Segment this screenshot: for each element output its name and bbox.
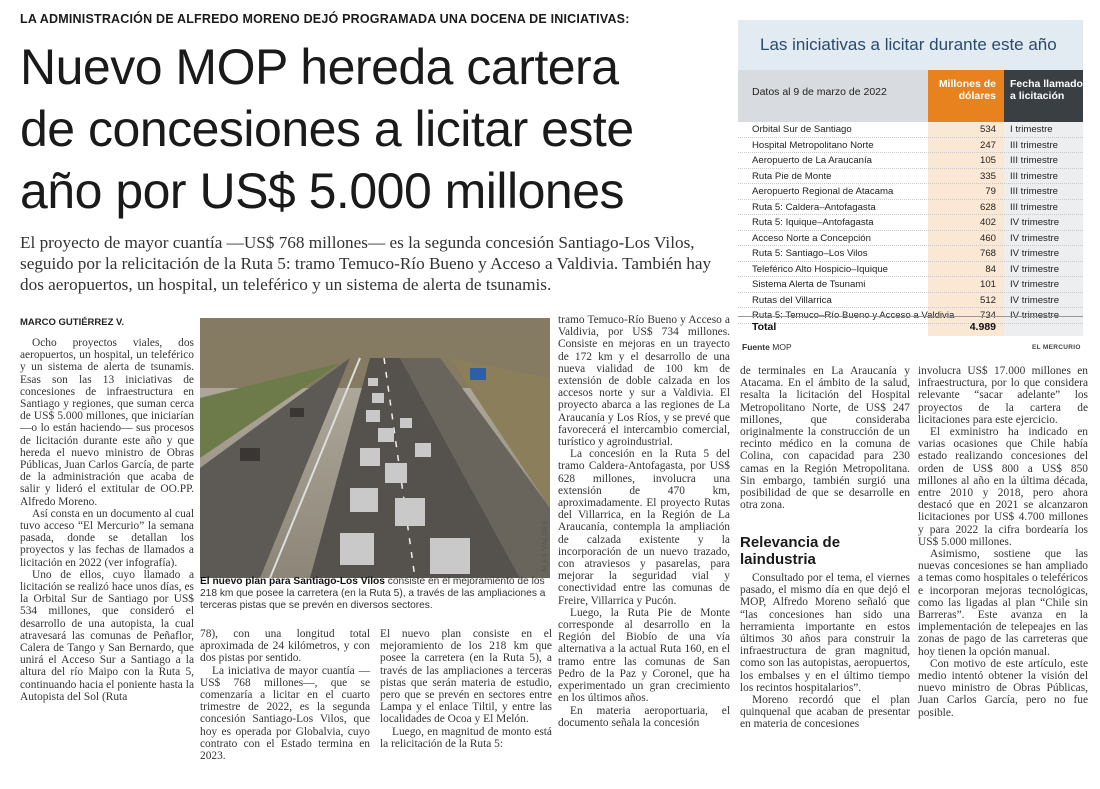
column-3-lower [380, 628, 552, 750]
row-name: Acceso Norte a Concepción [752, 232, 871, 244]
row-value: 402 [979, 217, 996, 228]
table-row [738, 262, 1083, 278]
table-row [738, 184, 1083, 200]
row-name: Teleférico Alto Hospicio–Iquique [752, 263, 888, 275]
total-row [738, 316, 1083, 336]
row-value: 247 [979, 139, 996, 151]
header-millones: Millones de dólares [928, 70, 1004, 122]
row-name: Rutas del Villarrica [752, 294, 832, 306]
row-value: 534 [979, 124, 996, 135]
row-value: 512 [979, 294, 996, 306]
byline: MARCO GUTIÉRREZ V. [20, 317, 125, 328]
lead-paragraph: El proyecto de mayor cuantía —US$ 768 millones— es la segunda concesión Santiago-Los Vilos, seguido por la relicitación de la Ruta 5: tramo Temuco-Río Bueno y Acceso a Valdivia. También hay dos aeropuertos, un hospital, un teleférico y un sistema de alerta de tsunamis. [20, 233, 712, 294]
column-4-upper [740, 365, 910, 511]
paragraph: El nuevo plan consiste en el mejoramiento de los 218 km que posee la carretera (en la Ruta 5), a través de las ampliaciones a terceras pistas que serán materia de estudio, pero que se prevén en sectores entre Lampa y el enlace Tiltil, y entre las localidades de Ocoa y El Melón. [380, 628, 552, 726]
row-fecha: IV trimestre [1010, 310, 1060, 321]
row-fecha: III trimestre [1010, 139, 1058, 151]
paragraph: Consultado por el tema, el viernes pasado, el mismo día en que dejó el MOP, Alfredo Moreno señaló que “las concesiones han sido una herramienta importante en estos últimos 30 años para construir la infraestructura de gran magnitud, como son las autopistas, aeropuertos, los embalses y en el último tiempo los recintos hospitalarios”. [740, 572, 910, 694]
highway-illustration [200, 318, 550, 578]
headline-line: Nuevo MOP hereda cartera [20, 39, 619, 95]
row-name: Ruta 5: Iquique–Antofagasta [752, 217, 874, 228]
row-fecha: III trimestre [1010, 201, 1058, 213]
row-value: 734 [979, 310, 996, 321]
paragraph: de terminales en La Araucanía y Atacama. En el ámbito de la salud, resalta la licitación del Hospital Metropolitano Norte, de US$ 247 millones, que consideraba originalmente la construcción de un recinto médico en la comuna de Colina, con capacidad para 230 camas en la Región Metropolitana. Sin embargo, también surgió una posibilidad de que se desarrolle en otra zona. [740, 365, 910, 512]
row-value: 79 [985, 186, 996, 197]
table-row [738, 231, 1083, 247]
infographic-header [738, 70, 1083, 122]
infographic-table [738, 20, 1083, 350]
row-value: 101 [979, 279, 996, 290]
paragraph: La concesión en la Ruta 5 del tramo Caldera-Antofagasta, por US$ 628 millones, involucra una extensión de 470 km, aproximadamente. El proyecto Rutas del Villarrica, en la Región de La Araucanía, contempla la ampliación de calzada existente y la incorporación de un nuevo trazado, con atraviesos y pasarelas, para mejorar la seguridad vial y conectividad entre las comunas de Freire, Villarrica y Pucón. [558, 448, 730, 607]
row-fecha: IV trimestre [1010, 263, 1060, 275]
paragraph: Moreno recordó que el plan quinquenal que acaban de presentar en materia de concesiones [740, 694, 910, 731]
infographic-title: Las iniciativas a licitar durante este año [738, 20, 1083, 70]
row-name: Orbital Sur de Santiago [752, 124, 852, 135]
table-row [738, 293, 1083, 309]
headline-line: año por US$ 5.000 millones [20, 163, 625, 219]
row-name: Ruta 5: Santiago–Los Vilos [752, 248, 868, 259]
paragraph: Luego, la Ruta Pie de Monte corresponde al desarrollo en la Región del Biobío de una vía alternativa a la actual Ruta 160, en el tramo entre las comunas de San Pedro de la Paz y Coronel, que ha experimentado un gran crecimiento en los últimos años. [558, 606, 730, 705]
headline [20, 36, 720, 222]
column-2 [200, 628, 370, 762]
table-row [738, 153, 1083, 169]
caption-text: consiste en el mejoramiento de los 218 km que posee la carretera (en la Ruta 5), a través de las ampliaciones a terceras pistas que se prevén en diversos sectores. [200, 576, 546, 612]
paragraph: Asimismo, sostiene que las nuevas concesiones se han ampliado a temas como hospitales o teleféricos e incorporan mejoras tecnológicas, como las ligadas al plan “Chile sin Barreras”. Este avanza en la implementación de telepeajes en las zonas de pago de las carreteras que hoy tienen la opción manual. [918, 548, 1088, 658]
row-name: Aeropuerto de La Araucanía [752, 155, 873, 166]
row-value: 460 [979, 232, 996, 244]
row-fecha: IV trimestre [1010, 232, 1060, 244]
table-row [738, 200, 1083, 216]
row-value: 768 [979, 248, 996, 259]
paragraph: involucra US$ 17.000 millones en infraestructura, por lo que considera relevante “sacar adelante” los proyectos de la cartera de licitaciones para este ejercicio. [918, 365, 1088, 426]
row-name: Ruta Pie de Monte [752, 170, 832, 182]
infographic-rows [738, 122, 1083, 324]
row-name: Aeropuerto Regional de Atacama [752, 186, 894, 197]
photo-credit: ALEX VALDÉS [542, 520, 549, 573]
source-value: MOP [772, 342, 792, 352]
row-fecha: IV trimestre [1010, 248, 1060, 259]
table-row [738, 246, 1083, 262]
highway-photo [200, 318, 550, 578]
total-value: 4.989 [969, 321, 996, 333]
paragraph: Luego, en magnitud de monto está la relicitación de la Ruta 5: [380, 725, 552, 750]
row-value: 628 [979, 201, 996, 213]
row-fecha: III trimestre [1010, 186, 1058, 197]
row-fecha: IV trimestre [1010, 294, 1060, 306]
paragraph: La iniciativa de mayor cuantía —US$ 768 millones—, que se comenzaría a licitar en el cuarto trimestre de 2022, es la segunda concesión Santiago-Los Vilos, que hoy es operada por Globalvia, cuyo contrato con el Estado termina en 2023. [200, 664, 370, 763]
paragraph: tramo Temuco-Río Bueno y Acceso a Valdivia, por US$ 734 millones. Consiste en mejoras en un trayecto de 172 km y el desarrollo de una nueva vialidad de 100 km de extensión de doble calzada en los accesos norte y sur a Valdivia. El proyecto abarca a las regiones de La Araucanía y Los Ríos, y se prevé que favorecerá el intercambio comercial, turístico y agroindustrial. [558, 314, 730, 449]
row-value: 84 [985, 263, 996, 275]
table-row [738, 215, 1083, 231]
table-row [738, 277, 1083, 293]
row-fecha: III trimestre [1010, 170, 1058, 182]
column-3-upper [558, 314, 730, 729]
total-label: Total [752, 321, 777, 333]
source-label: Fuente [742, 342, 770, 352]
row-fecha: IV trimestre [1010, 217, 1060, 228]
paragraph: 78), con una longitud total aproximada de 24 kilómetros, y con dos pistas por sentido. [200, 628, 370, 665]
column-4-lower [740, 572, 910, 731]
row-fecha: III trimestre [1010, 155, 1058, 166]
paragraph: Ocho proyectos viales, dos aeropuertos, un hospital, un teleférico y un sistema de alerta de tsunamis. Esas son las 13 iniciativas de concesiones de infraestructura en Santiago y regiones, que suman cerca de US$ 5.000 millones, que iniciarían —o lo están haciendo— sus procesos de licitación durante este año y que hereda el nuevo ministro de Obras Públicas, Juan Carlos García, de parte de la administración que acaba de salir y lideró el extitular de OO.PP. Alfredo Moreno. [20, 337, 194, 508]
paragraph: El exministro ha indicado en varias ocasiones que Chile había estado realizando concesiones del orden de US$ 800 a US$ 850 millones al año en la última década, entre 2010 y 2018, pero ahora destacó que en 2021 se alcanzaron licitaciones por US$ 4.700 millones y para 2022 la cifra bordearía los US$ 5.000 millones. [918, 426, 1088, 548]
headline-line: de concesiones a licitar este [20, 101, 634, 157]
row-name: Hospital Metropolitano Norte [752, 139, 874, 151]
table-row [738, 122, 1083, 138]
brand-mark: EL MERCURIO [1032, 344, 1081, 351]
header-date: Datos al 9 de marzo de 2022 [752, 86, 887, 98]
row-name: Ruta 5: Caldera–Antofagasta [752, 201, 876, 213]
header-fecha: Fecha llamado a licitación [1004, 70, 1083, 122]
column-5 [918, 365, 1088, 719]
caption-bold: El nuevo plan para Santiago-Los Vilos [200, 576, 385, 587]
subhead: Relevancia de laindustria [740, 534, 841, 568]
row-fecha: IV trimestre [1010, 279, 1060, 290]
table-row [738, 169, 1083, 185]
infographic-source [742, 342, 792, 352]
row-name: Ruta 5: Temuco–Río Bueno y Acceso a Valdivia [752, 310, 955, 321]
row-name: Sistema Alerta de Tsunami [752, 279, 866, 290]
paragraph: Así consta en un documento al cual tuvo acceso “El Mercurio” la semana pasada, donde se detallan los proyectos y las fechas de llamados a licitación en 2022 (ver infografía). [20, 507, 194, 569]
row-value: 335 [979, 170, 996, 182]
row-fecha: I trimestre [1010, 124, 1053, 135]
paragraph: En materia aeroportuaria, el documento señala la concesión [558, 704, 730, 729]
row-value: 105 [979, 155, 996, 166]
column-1 [20, 337, 194, 703]
photo-caption [200, 576, 555, 613]
paragraph: Uno de ellos, cuyo llamado a licitación se realizó hace unos días, es la Orbital Sur de Santiago por US$ 534 millones, que consideró el desarrollo de una autopista, la cual atravesará las comunas de Peñaflor, Calera de Tango y San Bernardo, que unirá el Acceso Sur a Santiago a la altura del río Maipo con la Ruta 5, continuando hacia el poniente hasta la Autopista del Sol (Ruta [20, 568, 194, 703]
table-row [738, 138, 1083, 154]
kicker: LA ADMINISTRACIÓN DE ALFREDO MORENO DEJÓ PROGRAMADA UNA DOCENA DE INICIATIVAS: [20, 12, 630, 26]
paragraph: Con motivo de este artículo, este medio intentó obtener la visión del nuevo ministro de Obras Públicas, Juan Carlos García, pero no fue posible. [918, 657, 1088, 719]
